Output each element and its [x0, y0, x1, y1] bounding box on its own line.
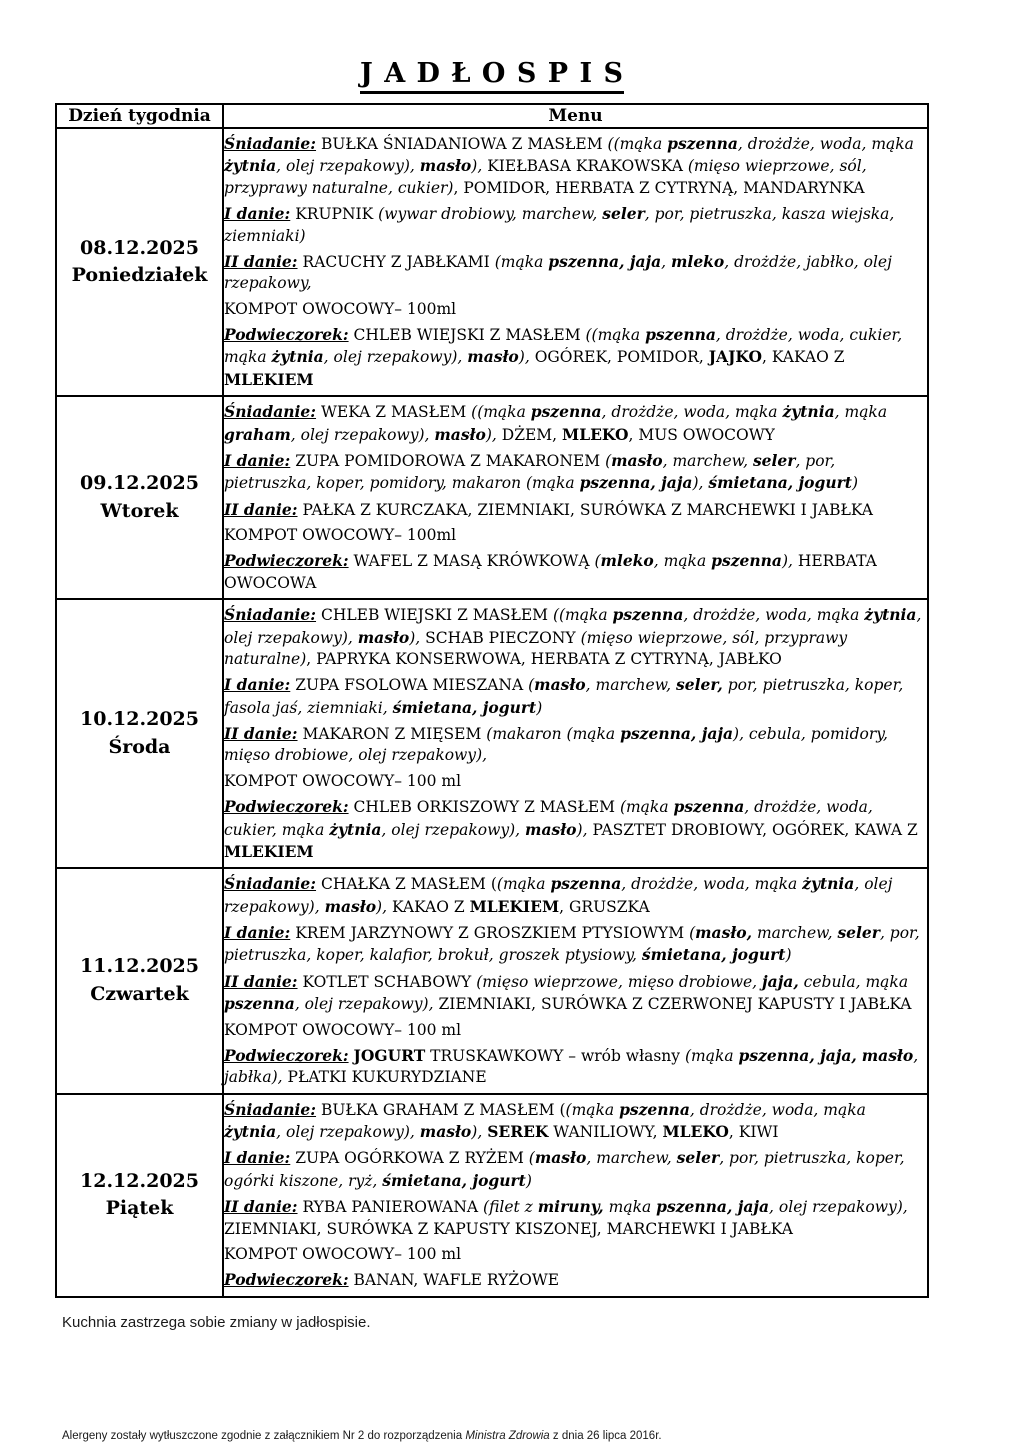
text-segment: żytnia [864, 605, 917, 625]
menu-paragraph [224, 873, 927, 918]
text-segment: HERBATA OWOCOWA [224, 552, 877, 592]
menu-paragraph [224, 251, 927, 295]
text-segment: ), [471, 157, 488, 176]
menu-paragraph [224, 971, 927, 1016]
text-segment: JAJKO [708, 347, 762, 367]
text-segment: CHLEB ORKISZOWY Z MASŁEM [348, 798, 620, 817]
text-segment: ), cebula, pomidory, mięso drobiowe, olej rzepakowy), [224, 725, 888, 765]
table-row [56, 868, 928, 1093]
text-segment: KAKAO Z [391, 897, 470, 916]
text-segment: , drożdże, woda, mąka [737, 135, 914, 153]
text-segment: , olej rzepakowy), [290, 425, 435, 444]
text-segment: żytnia [224, 156, 277, 176]
text-segment: masło [467, 347, 519, 367]
text-segment: , olej rzepakowy), [224, 875, 893, 916]
text-segment: Podwieczorek: [224, 325, 349, 344]
menu-paragraph [224, 1244, 927, 1265]
text-segment: WAFEL Z MASĄ KRÓWKOWĄ [348, 552, 595, 571]
text-segment: ), [576, 820, 593, 839]
text-segment: masło [611, 450, 663, 470]
text-segment: KIEŁBASA KRAKOWSKA [487, 157, 688, 176]
menu-paragraph [224, 299, 927, 320]
text-segment: , drożdże, jabłko, olej rzepakowy, [224, 252, 892, 293]
text-segment: CHLEB WIEJSKI Z MASŁEM [316, 606, 553, 625]
text-segment: PASZTET DROBIOWY, OGÓREK, KAWA Z [592, 820, 918, 839]
text-segment: ) [536, 698, 543, 717]
menu-table-body [56, 128, 928, 1297]
text-segment: masło [434, 424, 486, 444]
text-segment: (filet z [483, 1198, 538, 1217]
text-segment: MLEKIEM [469, 896, 560, 916]
text-segment: ), [485, 425, 502, 444]
menu-paragraph [224, 674, 927, 719]
text-segment: śmietana, jogurt [708, 473, 852, 493]
text-segment: , por, pietruszka, koper, ogórki kiszone, ryż, [224, 1149, 905, 1190]
menu-paragraph [224, 450, 927, 495]
menu-paragraph [224, 1045, 927, 1089]
text-segment: ), [471, 1123, 488, 1141]
text-segment: PŁATKI KUKURYDZIANE [282, 1068, 487, 1087]
menu-cell [223, 396, 928, 599]
text-segment: seler [837, 923, 880, 942]
text-segment: CHAŁKA Z MASŁEM ( [316, 875, 497, 894]
text-segment: ( [528, 1149, 535, 1168]
text-segment: (mąka [494, 252, 549, 271]
text-segment: Alergeny zostały wytłuszczone zgodnie z załącznikiem Nr 2 do rozporządzenia [62, 1429, 466, 1442]
date-label: 12.12.2025 [80, 1169, 199, 1192]
text-segment: Śniadanie: [224, 402, 317, 422]
menu-paragraph [224, 550, 927, 594]
table-row [56, 599, 928, 868]
text-segment: , MUS OWOCOWY [628, 425, 775, 444]
text-segment: , PAPRYKA KONSERWOWA, HERBATA Z CYTRYNĄ, JABŁKO [306, 649, 782, 668]
text-segment: (mąka [565, 1100, 620, 1119]
text-segment: ((mąka [552, 606, 613, 625]
menu-paragraph [224, 324, 927, 391]
text-segment: żytnia [329, 819, 382, 839]
col-header-menu: Menu [223, 104, 928, 128]
text-segment: TRUSKAWKOWY – wrób własny [425, 1046, 685, 1065]
text-segment: ( [528, 676, 535, 695]
text-segment: mleko [600, 551, 654, 571]
text-segment: , drożdże, woda, mąka [621, 875, 803, 894]
day-cell [56, 599, 223, 868]
page-title-text: J A D Ł O S P I S [360, 58, 624, 94]
text-segment: I danie: [224, 923, 291, 942]
text-segment: KOMPOT OWOCOWY– 100ml [224, 299, 457, 318]
dayname-label: Piątek [105, 1197, 174, 1220]
text-segment: , [661, 252, 672, 271]
text-segment: MLEKO [662, 1122, 729, 1141]
text-segment: BUŁKA GRAHAM Z MASŁEM ( [316, 1100, 566, 1119]
text-segment: I danie: [224, 450, 291, 470]
date-label: 11.12.2025 [80, 955, 199, 978]
text-segment: (mąka [496, 875, 551, 894]
menu-paragraph [224, 1099, 927, 1144]
text-segment: OGÓREK, POMIDOR, [534, 348, 709, 367]
text-segment: , marchew, [585, 676, 676, 695]
menu-paragraph [224, 922, 927, 967]
text-segment: pszenna [619, 1099, 690, 1119]
col-header-day: Dzień tygodnia [56, 104, 223, 128]
text-segment: (mąka [619, 798, 674, 817]
text-segment: marchew, [752, 924, 838, 942]
text-segment: Śniadanie: [224, 605, 317, 625]
text-segment: Ministra Zdrowia [465, 1429, 550, 1442]
text-segment: masło [419, 1122, 472, 1141]
text-segment: WANILIOWY, [548, 1123, 663, 1141]
text-segment: cebula, mąka [798, 972, 909, 991]
menu-cell [223, 128, 928, 396]
text-segment: seler [602, 204, 645, 224]
text-segment: ), [376, 897, 392, 916]
text-segment: , olej rzepakowy), [769, 1198, 908, 1217]
text-segment: pszenna, jaja [579, 473, 693, 493]
text-segment: (mięso wieprzowe, sól, przyprawy naturalne) [224, 628, 848, 668]
text-segment: masło [419, 156, 472, 176]
menu-cell [223, 868, 928, 1093]
text-segment: masło, [695, 923, 753, 942]
text-segment: pszenna [550, 874, 622, 894]
text-segment: ((mąka [585, 326, 646, 344]
text-segment: Podwieczorek: [224, 1045, 349, 1065]
text-segment: Śniadanie: [224, 1099, 317, 1119]
date-label: 08.12.2025 [80, 236, 199, 259]
menu-paragraph [224, 1020, 927, 1041]
table-row [56, 128, 928, 396]
text-segment: , olej rzepakowy), [323, 348, 468, 367]
table-row [56, 1094, 928, 1297]
text-segment: I danie: [224, 1148, 291, 1168]
text-segment: por, pietruszka, koper, fasola jaś, ziemniaki, [224, 676, 904, 717]
text-segment: pszenna, jaja [656, 1197, 770, 1217]
text-segment: , drożdże, woda, mąka [689, 1100, 866, 1119]
text-segment: (mięso wieprzowe, mięso drobiowe, [476, 972, 763, 991]
text-segment: , mąka [653, 552, 712, 571]
date-label: 09.12.2025 [80, 472, 199, 495]
text-segment: ( [605, 451, 612, 470]
date-label: 10.12.2025 [80, 708, 199, 731]
text-segment: SEREK [487, 1122, 549, 1141]
text-segment: pszenna [530, 402, 602, 422]
text-segment: , marchew, [662, 451, 753, 470]
text-segment: MAKARON Z MIĘSEM [297, 725, 487, 743]
text-segment: MLEKIEM [224, 841, 314, 861]
text-segment: JOGURT [353, 1045, 426, 1065]
text-segment: pszenna, jaja [620, 724, 734, 743]
text-segment: , olej rzepakowy), [276, 157, 420, 176]
menu-table [55, 103, 929, 1298]
text-segment: żytnia [782, 402, 835, 422]
text-segment: ZUPA POMIDOROWA Z MAKARONEM [290, 451, 606, 470]
text-segment: , mąka [834, 403, 888, 422]
text-segment: KRUPNIK [290, 205, 379, 224]
text-segment: ZIEMNIAKI, SURÓWKA Z KAPUSTY KISZONEJ, MARCHEWKI I JABŁKA [224, 1219, 793, 1238]
text-segment: MLEKIEM [224, 369, 314, 389]
text-segment: KOMPOT OWOCOWY– 100ml [224, 526, 457, 544]
text-segment: , olej rzepakowy), [276, 1123, 420, 1141]
text-segment: seler [752, 450, 796, 470]
menu-cell [223, 1094, 928, 1297]
text-segment: PAŁKA Z KURCZAKA, ZIEMNIAKI, SURÓWKA Z MARCHEWKI I JABŁKA [297, 500, 873, 519]
text-segment: ), [518, 348, 535, 367]
menu-paragraph [224, 203, 927, 247]
text-segment: ), [409, 628, 426, 647]
text-segment: , drożdże, woda, mąka [601, 403, 783, 422]
text-segment: masło [525, 819, 577, 839]
text-segment: , por, pietruszka, koper, kalafior, brokuł, groszek ptysiowy, [224, 924, 920, 965]
text-segment: , drożdże, woda, mąka [683, 606, 865, 625]
text-segment: II danie: [224, 971, 298, 991]
text-segment: śmietana, jogurt [641, 945, 786, 965]
text-segment: , por, pietruszka, koper, pomidory, makaron (mąka [224, 451, 836, 493]
text-segment: , drożdże, woda, cukier, mąka [224, 798, 873, 839]
menu-paragraph [224, 796, 927, 863]
text-segment: pszenna [667, 134, 738, 153]
text-segment: BANAN, WAFLE RYŻOWE [348, 1271, 560, 1290]
text-segment: RACUCHY Z JABŁKAMI [297, 252, 495, 271]
text-segment: ) [851, 474, 859, 493]
text-segment: ( [594, 552, 601, 571]
day-cell [56, 1094, 223, 1297]
text-segment: Podwieczorek: [224, 797, 349, 817]
text-segment: ((mąka [471, 403, 531, 422]
text-segment: żytnia [224, 1122, 277, 1141]
text-segment: (wywar drobiowy, marchew, [378, 205, 603, 224]
text-segment: KREM JARZYNOWY Z GROSZKIEM PTYSIOWYM [290, 924, 690, 942]
text-segment: masło [534, 675, 586, 695]
text-segment: ) [785, 946, 792, 965]
text-segment: RYBA PANIEROWANA [297, 1198, 484, 1217]
text-segment: Śniadanie: [224, 874, 317, 894]
text-segment: pszenna [224, 994, 295, 1014]
page-title [55, 58, 929, 89]
text-segment: I danie: [224, 675, 291, 695]
text-segment: MLEKO [562, 424, 629, 444]
text-segment: pszenna, jaja, [738, 1045, 857, 1065]
text-segment: Podwieczorek: [224, 1270, 349, 1290]
menu-paragraph [224, 133, 927, 199]
text-segment: ZUPA FSOLOWA MIESZANA [290, 676, 529, 695]
text-segment: , por, pietruszka, kasza wiejska, ziemniaki) [224, 205, 895, 245]
document-page [55, 0, 929, 1331]
table-row [56, 396, 928, 599]
text-segment: Śniadanie: [224, 134, 317, 153]
dayname-label: Czwartek [90, 982, 189, 1005]
kitchen-note: Kuchnia zastrzega sobie zmiany w jadłospisie. [62, 1313, 371, 1331]
text-segment: SCHAB PIECZONY [425, 628, 581, 647]
text-segment: śmietana, jogurt [392, 697, 537, 717]
allergen-note [62, 1430, 962, 1442]
text-segment: (makaron (mąka [486, 725, 621, 743]
text-segment: mąka [603, 1198, 657, 1217]
text-segment: ) [525, 1171, 532, 1190]
text-segment: ZIEMNIAKI, SURÓWKA Z CZERWONEJ KAPUSTY I JABŁKA [438, 995, 912, 1014]
text-segment: DŻEM, [501, 425, 563, 444]
text-segment: WEKA Z MASŁEM [316, 403, 472, 422]
text-segment: , drożdże, woda, cukier, mąka [224, 326, 903, 367]
text-segment: masło [861, 1045, 914, 1065]
text-segment: masło [534, 1148, 587, 1168]
text-segment: , GRUSZKA [559, 897, 650, 916]
day-cell [56, 396, 223, 599]
text-segment: (mięso wieprzowe, sól, przyprawy naturalne, cukier) [224, 157, 867, 197]
menu-paragraph [224, 401, 927, 446]
text-segment: seler [676, 1148, 720, 1168]
text-segment: miruny, [537, 1197, 604, 1217]
day-cell [56, 868, 223, 1093]
text-segment: masło [357, 627, 410, 647]
text-segment: ), [781, 552, 798, 571]
text-segment: pszenna [612, 605, 684, 625]
text-segment: , olej rzepakowy), [381, 820, 526, 839]
menu-paragraph [224, 723, 927, 767]
text-segment: pszenna [673, 797, 745, 817]
text-segment: seler, [675, 675, 723, 695]
menu-cell [223, 599, 928, 868]
text-segment: II danie: [224, 724, 298, 743]
text-segment: BUŁKA ŚNIADANIOWA Z MASŁEM [316, 135, 608, 153]
text-segment: ZUPA OGÓRKOWA Z RYŻEM [290, 1149, 529, 1168]
text-segment: II danie: [224, 251, 298, 271]
text-segment: I danie: [224, 204, 291, 224]
text-segment: CHLEB WIEJSKI Z MASŁEM [348, 326, 586, 344]
text-segment: KOMPOT OWOCOWY– 100 ml [224, 1244, 462, 1263]
text-segment: , KIWI [728, 1123, 779, 1141]
text-segment: , marchew, [586, 1149, 677, 1168]
text-segment: mleko [671, 251, 725, 271]
text-segment: ( [689, 924, 696, 942]
menu-paragraph [224, 604, 927, 670]
text-segment: żytnia [271, 347, 324, 367]
text-segment: Podwieczorek: [224, 551, 349, 571]
text-segment: z dnia 26 lipca 2016r. [549, 1429, 662, 1442]
text-segment: , POMIDOR, HERBATA Z CYTRYNĄ, MANDARYNKA [453, 178, 865, 197]
text-segment: KOTLET SCHABOWY [297, 972, 477, 991]
text-segment: śmietana, jogurt [382, 1170, 526, 1190]
text-segment: pszenna, jaja [548, 251, 662, 271]
text-segment: masło [324, 896, 377, 916]
menu-paragraph [224, 499, 927, 521]
text-segment: pszenna [645, 325, 716, 344]
text-segment: (mąka [684, 1046, 739, 1065]
text-segment: , jabłka), [224, 1046, 919, 1087]
text-segment: pszenna [711, 551, 782, 571]
text-segment: jaja, [762, 971, 799, 991]
menu-paragraph [224, 1196, 927, 1240]
menu-paragraph [224, 1269, 927, 1291]
menu-paragraph [224, 525, 927, 546]
text-segment: , olej rzepakowy), [224, 606, 922, 647]
text-segment: KOMPOT OWOCOWY– 100 ml [224, 1020, 462, 1039]
menu-paragraph [224, 771, 927, 792]
menu-paragraph [224, 1147, 927, 1192]
text-segment: graham [224, 424, 291, 444]
table-header-row [56, 104, 928, 128]
text-segment: ((mąka [607, 135, 668, 153]
text-segment: II danie: [224, 499, 298, 519]
dayname-label: Środa [108, 735, 171, 758]
text-segment: ), [692, 474, 709, 493]
dayname-label: Wtorek [100, 499, 179, 522]
text-segment: , KAKAO Z [761, 348, 845, 367]
text-segment: KOMPOT OWOCOWY– 100 ml [224, 771, 462, 790]
dayname-label: Poniedziałek [71, 264, 208, 287]
text-segment: II danie: [224, 1197, 298, 1217]
day-cell [56, 128, 223, 396]
text-segment: , olej rzepakowy), [294, 995, 439, 1014]
text-segment: żytnia [802, 874, 855, 894]
